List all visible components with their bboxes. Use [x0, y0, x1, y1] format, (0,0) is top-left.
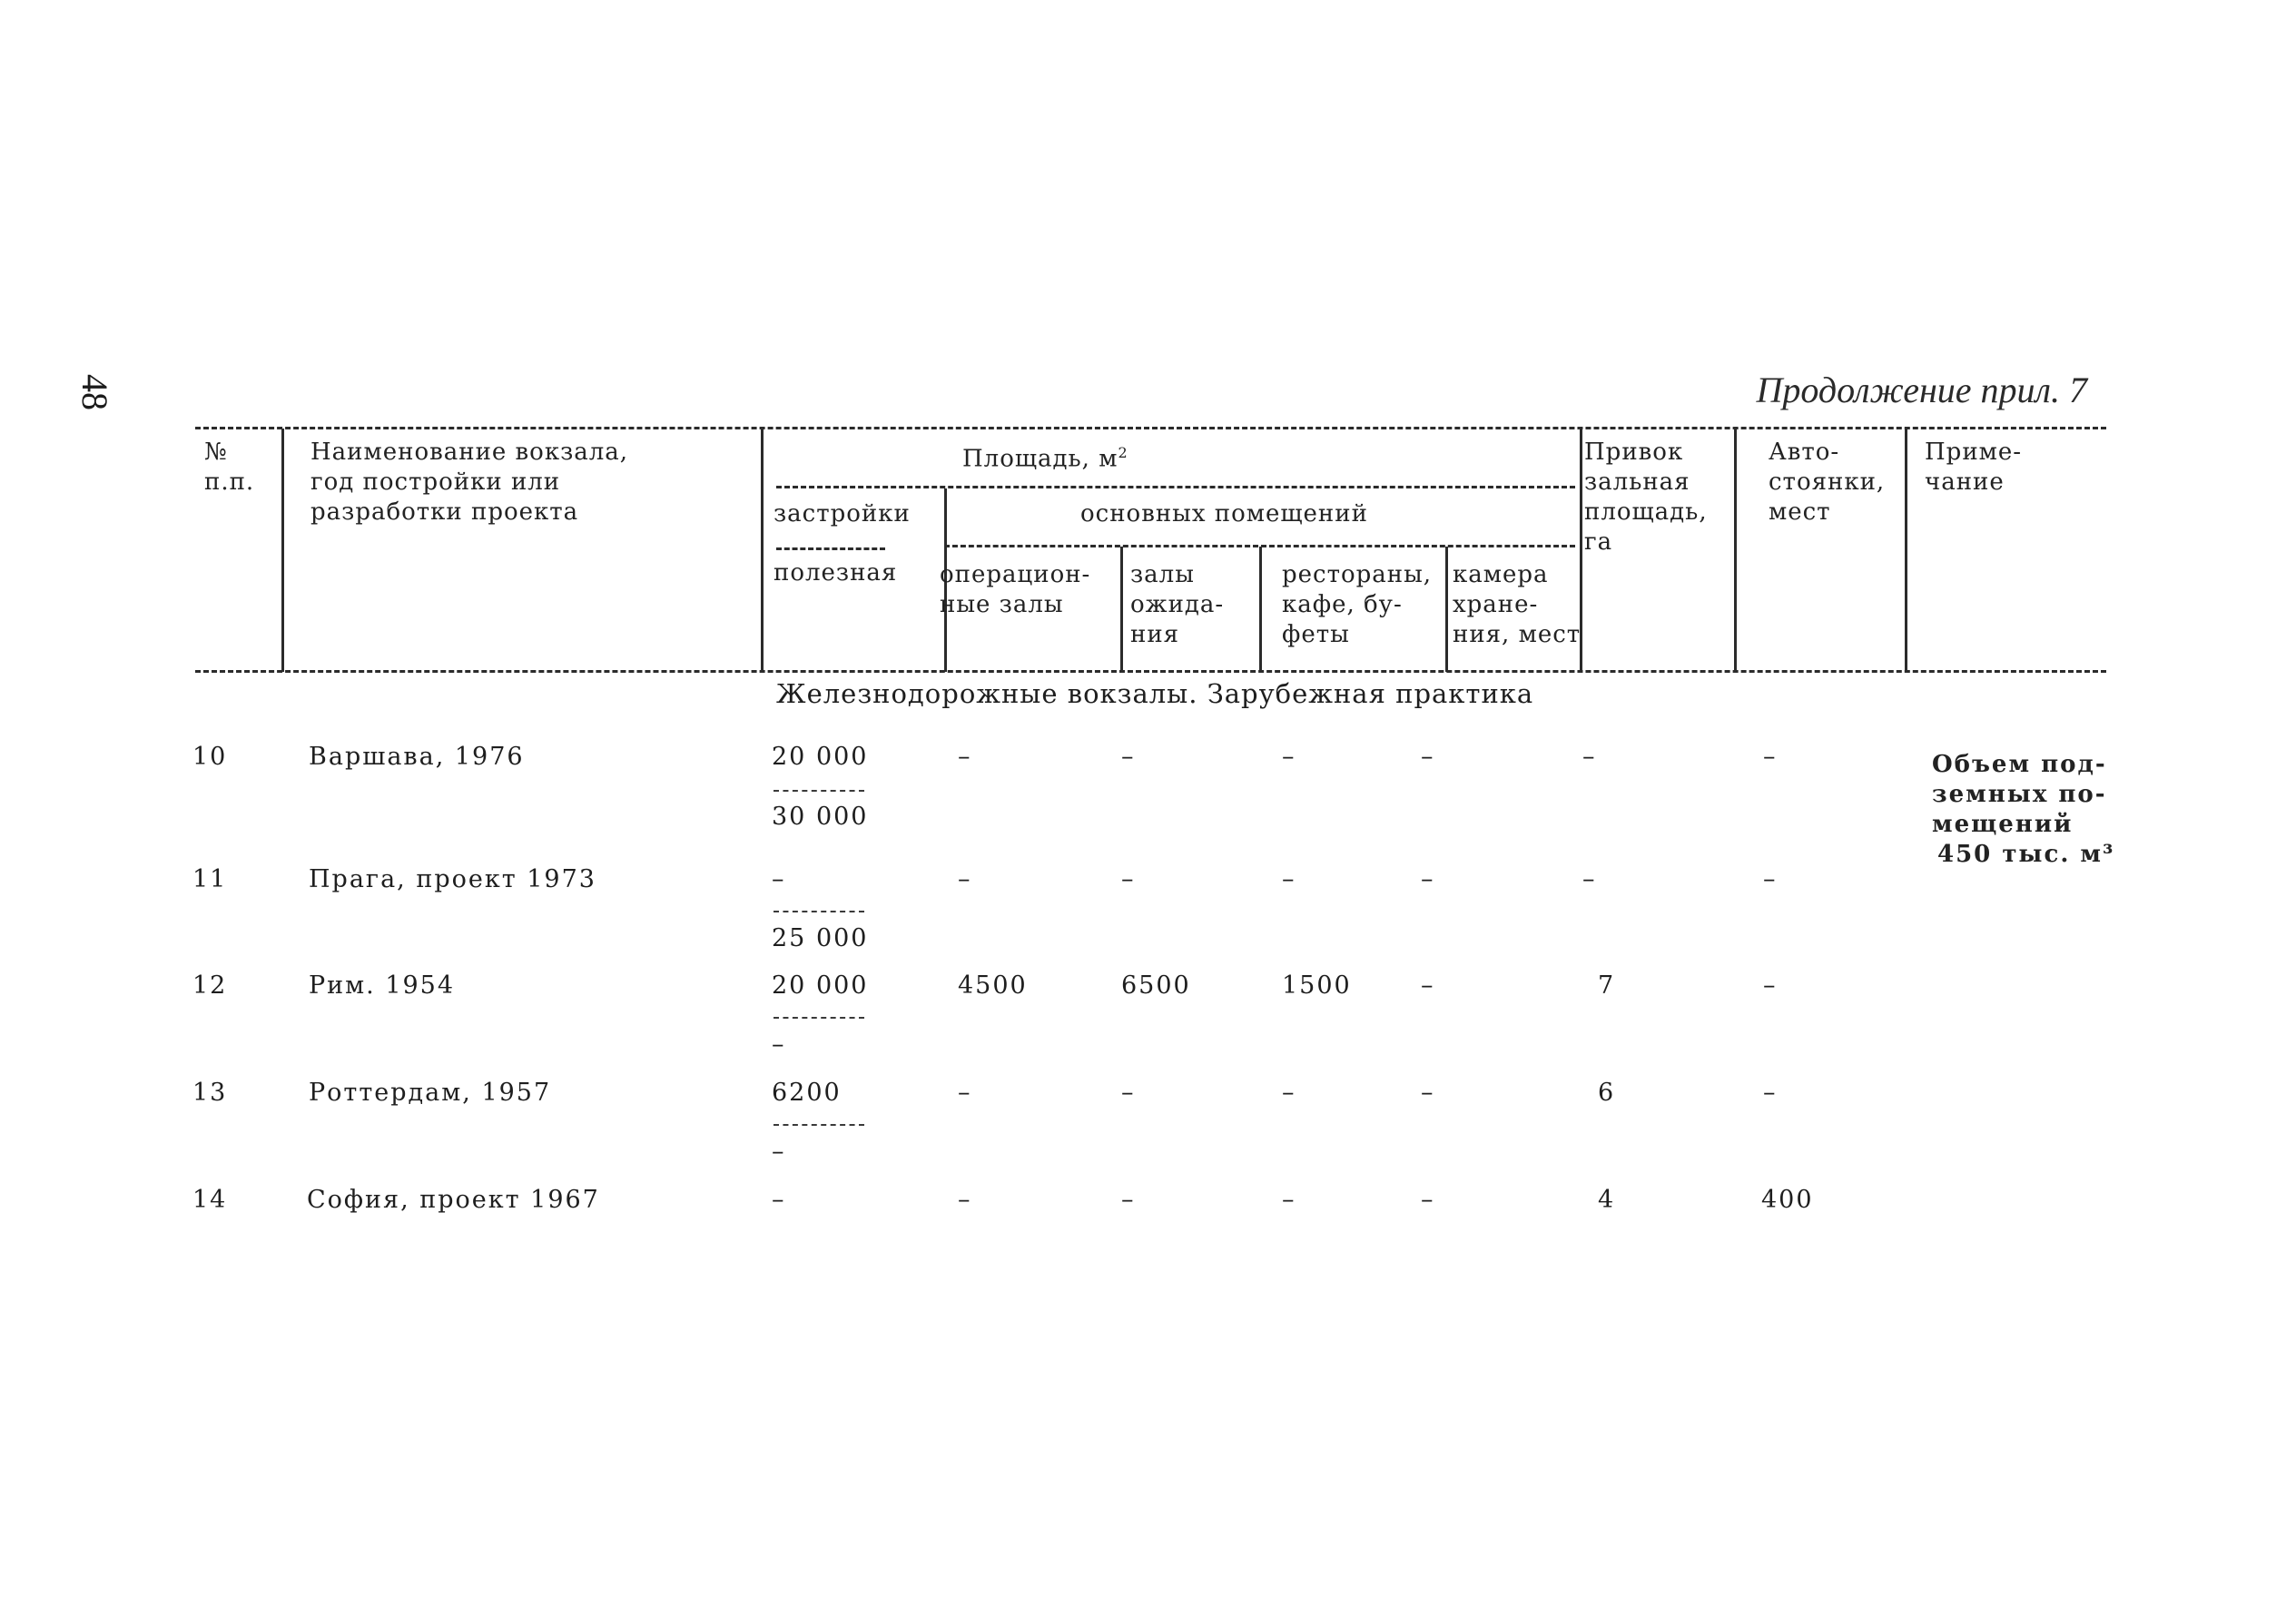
row-park: –	[1763, 1079, 1778, 1107]
row-wait: –	[1121, 1186, 1136, 1214]
row-note: Объем под- земных по- мещений 450 тыс. м³	[1932, 751, 2115, 868]
row-name: Рим. 1954	[309, 971, 456, 1000]
area-divider-rule	[776, 486, 1575, 488]
row-fraction-rule	[774, 911, 864, 912]
area-superscript: 2	[1118, 444, 1128, 461]
row-num: 13	[192, 1079, 228, 1107]
row-op: 4500	[958, 971, 1028, 1000]
row-fraction-rule	[774, 790, 864, 792]
row-name: Прага, проект 1973	[309, 865, 596, 893]
row-sq: 6	[1598, 1079, 1616, 1107]
hdr-num: № п.п.	[204, 439, 255, 496]
row-built: –	[772, 1186, 786, 1214]
row-built: 6200	[772, 1079, 842, 1107]
row-num: 14	[192, 1186, 228, 1214]
row-wait: 6500	[1121, 971, 1191, 1000]
row-sq: 7	[1598, 971, 1616, 1000]
col-divider-6	[1445, 547, 1448, 672]
row-store: –	[1421, 1186, 1435, 1214]
row-store: –	[1421, 865, 1435, 893]
row-park: –	[1763, 971, 1778, 1000]
row-op: –	[958, 1079, 972, 1107]
row-rest: 1500	[1282, 971, 1352, 1000]
col-divider-5	[1259, 547, 1262, 672]
row-useful: 30 000	[772, 803, 869, 831]
row-op: –	[958, 1186, 972, 1214]
row-rest: –	[1282, 743, 1296, 771]
row-num: 11	[192, 865, 228, 893]
row-wait: –	[1121, 743, 1136, 771]
hdr-storage: камера хране- ния, мест	[1453, 561, 1582, 648]
row-park: –	[1763, 743, 1778, 771]
row-rest: –	[1282, 1079, 1296, 1107]
row-num: 10	[192, 743, 228, 771]
row-fraction-rule	[774, 1017, 864, 1019]
col-divider-1	[281, 429, 284, 672]
row-num: 12	[192, 971, 228, 1000]
table-top-rule	[195, 427, 2106, 429]
header-bottom-rule	[195, 670, 2106, 673]
row-name: Варшава, 1976	[309, 743, 525, 771]
row-op: –	[958, 865, 972, 893]
row-sq: –	[1582, 865, 1597, 893]
row-rest: –	[1282, 865, 1296, 893]
col-divider-2	[761, 429, 764, 672]
row-wait: –	[1121, 1079, 1136, 1107]
col-divider-9	[1905, 429, 1907, 672]
row-store: –	[1421, 743, 1435, 771]
row-op: –	[958, 743, 972, 771]
hdr-name: Наименование вокзала, год постройки или разработки проекта	[310, 439, 629, 526]
hdr-useful: полезная	[774, 559, 898, 587]
hdr-main-rooms: основных помещений	[1080, 500, 1368, 527]
col-divider-4	[1120, 547, 1123, 672]
row-rest: –	[1282, 1186, 1296, 1214]
hdr-waiting: залы ожида- ния	[1130, 561, 1225, 648]
row-sq: 4	[1598, 1186, 1616, 1214]
hdr-built: застройки	[774, 500, 911, 527]
row-wait: –	[1121, 865, 1136, 893]
running-title: Продолжение прил. 7	[1756, 370, 2087, 410]
row-name: София, проект 1967	[307, 1186, 600, 1214]
hdr-restaurants: рестораны, кафе, бу- феты	[1282, 561, 1433, 648]
row-useful: 25 000	[772, 924, 869, 952]
row-store: –	[1421, 971, 1435, 1000]
row-useful: –	[772, 1030, 786, 1059]
row-name: Роттердам, 1957	[309, 1079, 552, 1107]
row-park: 400	[1761, 1186, 1814, 1214]
hdr-op-halls: операцион- ные залы	[940, 561, 1091, 618]
section-title: Железнодорожные вокзалы. Зарубежная практика	[776, 678, 1534, 709]
page-number: 48	[74, 374, 115, 410]
row-useful: –	[772, 1138, 786, 1166]
row-store: –	[1421, 1079, 1435, 1107]
col-divider-8	[1734, 429, 1737, 672]
hdr-parking: Авто- стоянки, мест	[1769, 439, 1886, 526]
row-fraction-rule	[774, 1124, 864, 1126]
row-built: 20 000	[772, 743, 869, 771]
built-fraction-rule	[776, 547, 885, 550]
row-park: –	[1763, 865, 1778, 893]
row-built: 20 000	[772, 971, 869, 1000]
hdr-note: Приме- чание	[1925, 439, 2023, 496]
row-sq: –	[1582, 743, 1597, 771]
row-built: –	[772, 865, 786, 893]
hdr-area: Площадь, $м^2$	[962, 444, 1128, 473]
hdr-square: Привок зальная площадь, га	[1584, 439, 1708, 556]
